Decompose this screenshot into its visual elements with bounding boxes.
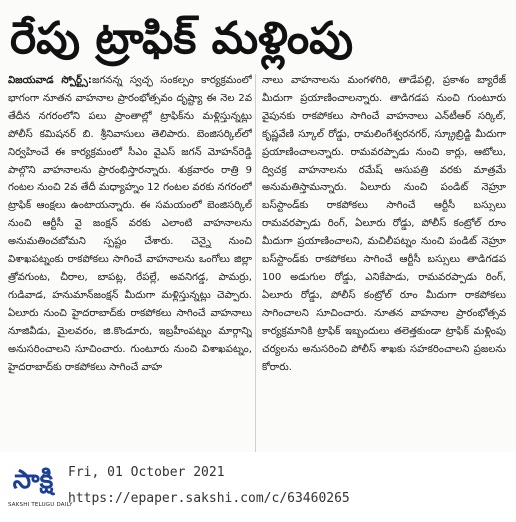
article-column-right xyxy=(262,72,506,454)
logo-text: సాక్షి xyxy=(12,465,54,495)
epaper-link[interactable]: https://epaper.sakshi.com/c/63460265 xyxy=(68,491,350,506)
article-text-right: నాలు వాహనాలను మంగళగిరి, తాడేపల్లి, ప్రకాశం బ్యారేజ్ మీదుగా ప్రయాణించాలన్నారు. తాడిగడప నుంచి గుంటూరు వైపునకు రాకపోకలు సాగించే వాహనాలు ఎన్‌టీఆర్ సర్కిల్, కృష్ణవేణి స్కూల్ రోడ్డు, రామలింగేశ్వరనగర్, స్క్రూబ్రిడ్జి మీదుగా ప్రయాణించాలన్నారు. రామవరప్పాడు నుంచి కార్లు, ఆటోలు, ద్విచక్ర వాహనాలను రమేష్ ఆసుపత్రి వరకు మాత్రమే అనుమతిస్తామన్నారు. ఏలూరు నుంచి పండిట్ నెహ్రూ బస్‌స్టాండ్‌కు రాకపోకలు సాగించే ఆర్టీసీ బస్సులు రామవరప్పాడు రింగ్, ఏలూరు రోడ్డు, పోలీస్ కంట్రోల్ రూం మీదుగా ప్రయాణించాలని, మచిలీపట్నం నుంచి పండిట్ నెహ్రూ బస్‌స్టాండ్‌కు రాకపోకలు సాగించే ఆర్టీసీ బస్సులు తాడిగడప 100 అడుగుల రోడ్డు, ఎనికేపాడు, రామవరప్పాడు రింగ్, ఏలూరు రోడ్డు, పోలీస్ కంట్రోల్ రూం మీదుగా రాకపోకలు సాగించాలని సూచించారు. నూతన వాహనాల ప్రారంభోత్సవ కార్యక్రమానికి ట్రాఫిక్ ఇబ్బందులు తలెత్తకుండా ట్రాఫిక్ మళ్లింపు చర్యలను అనుసరించి పోలీస్ శాఖకు సహకరించాలని ప్రజలను కోరారు. xyxy=(262,75,506,373)
headline: రేపు ట్రాఫిక్ మళ్లింపు xyxy=(10,13,354,64)
dateline: విజయవాడ స్పోర్ట్స్: xyxy=(8,75,92,86)
publication-date: Fri, 01 October 2021 xyxy=(68,465,225,480)
article-text-left: జగనన్న స్వచ్ఛ సంకల్పం కార్యక్రమంలో భాగంగా నూతన వాహనాల ప్రారంభోత్సవం దృష్ట్యా ఈ నెల 2వ తేదీన నగరంలోని పలు ప్రాంతాల్లో ట్రాఫిక్‌ను మళ్లిస్తున్నట్లు పోలీస్ కమిషనర్ బి. శ్రీనివాసులు తెలిపారు. బెంజిసర్కిల్‌లో నిర్వహించే ఈ కార్యక్రమంలో సీఎం వైఎస్ జగన్ మోహన్‌రెడ్డి పాల్గొని వాహనాలను ప్రారంభిస్తారన్నారు. శుక్రవారం రాత్రి 9 గంటల నుంచి 2వ తేదీ మధ్యాహ్నం 12 గంటల వరకు నగరంలో ట్రాఫిక్ ఆంక్షలు ఉంటాయన్నారు. ఈ సమయంలో బెంజిసర్కిల్ నుంచి ఆర్టీసీ వై జంక్షన్ వరకు ఎలాంటి వాహనాలను అనుమతించబోమని స్పష్టం చేశారు. చెన్నై నుంచి విశాఖపట్నంకు రాకపోకలు సాగించే వాహనాలను ఒంగోలు జిల్లా త్రోవగుంట, చీరాల, బాపట్ల, రేపల్లే, అవనిగడ్డ, పామర్రు, గుడివాడ, హనుమాన్‌జంక్షన్ మీదుగా మళ్లిస్తున్నట్లు చెప్పారు. ఏలూరు నుంచి హైదరాబాద్‌కు రాకపోకలు సాగించే వాహనాలు నూజివీడు, మైలవరం, జి.కొండూరు, ఇబ్రహీంపట్నం మార్గాన్ని అనుసరించాలని సూచించారు. గుంటూరు నుంచి విశాఖపట్నం, హైదరాబాద్‌కు రాకపోకలు సాగించే వాహ xyxy=(8,75,252,373)
logo-subtext: SAKSHI TELUGU DAILY xyxy=(8,502,73,508)
article-column-left xyxy=(8,72,252,454)
footer xyxy=(0,458,516,522)
column-divider xyxy=(255,74,256,452)
sakshi-logo xyxy=(8,460,73,512)
